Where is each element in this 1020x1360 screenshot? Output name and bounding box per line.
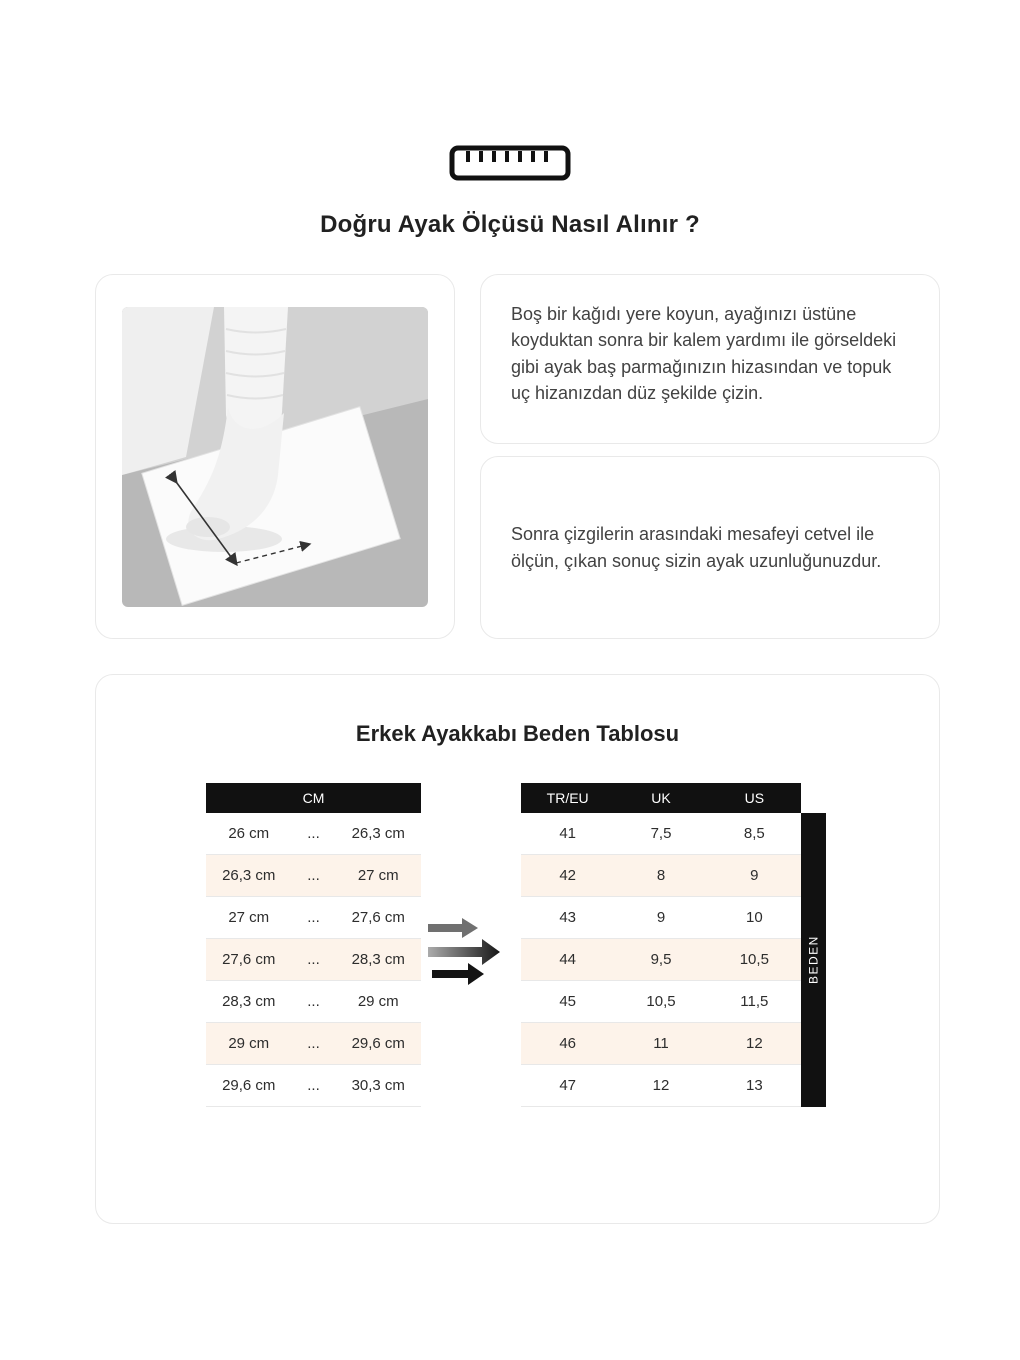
cm-from: 28,3 cm [222, 993, 276, 1010]
cm-table [206, 783, 421, 1107]
foot-measurement-photo [122, 307, 428, 607]
table-row [206, 939, 421, 981]
range-separator: ... [307, 909, 320, 926]
table-row [206, 855, 421, 897]
cm-from: 26,3 cm [222, 867, 276, 884]
range-separator: ... [307, 867, 320, 884]
instruction-card-2 [480, 456, 940, 639]
range-separator: ... [307, 951, 320, 968]
table-row [521, 897, 801, 939]
range-separator: ... [307, 825, 320, 842]
range-separator: ... [307, 1035, 320, 1052]
table-row [521, 939, 801, 981]
table-row [521, 981, 801, 1023]
size-chart-title: Erkek Ayakkabı Beden Tablosu [355, 721, 680, 746]
instruction-step-1-text: Boş bir kağıdı yere koyun, ayağınızı üstüne koyduktan sonra bir kalem yardımı ile görseldeki gibi ayak baş parmağınızın hizasından ve topuk uç hizanızdan düz şekilde çizin. [511, 304, 897, 403]
table-row [521, 855, 801, 897]
cm-from: 29 cm [228, 1035, 270, 1052]
cm-to: 28,3 cm [351, 951, 405, 968]
size-us: 12 [745, 1035, 763, 1052]
size-us: 8,5 [743, 825, 765, 842]
size-eu: 42 [559, 867, 576, 884]
cm-from: 27,6 cm [222, 951, 276, 968]
cm-to: 27,6 cm [351, 909, 405, 926]
size-eu: 47 [559, 1077, 576, 1094]
beden-side-label: BEDEN [801, 813, 826, 1107]
size-us: 11,5 [740, 993, 769, 1010]
range-separator: ... [307, 993, 320, 1010]
cm-to: 30,3 cm [351, 1077, 405, 1094]
size-uk: 7,5 [650, 825, 672, 842]
cm-to: 29,6 cm [351, 1035, 405, 1052]
size-eu: 46 [559, 1035, 576, 1052]
table-row [206, 1065, 421, 1107]
size-us: 13 [745, 1077, 763, 1094]
size-uk: 11 [653, 1035, 669, 1052]
size-eu: 41 [559, 825, 576, 842]
instruction-step-2-text: Sonra çizgilerin arasındaki mesafeyi cetvel ile ölçün, çıkan sonuç sizin ayak uzunluğunuzdur. [511, 524, 882, 571]
col-header-uk: UK [651, 790, 671, 806]
size-uk: 9,5 [650, 951, 672, 968]
ruler-icon [0, 0, 1020, 181]
cm-from: 29,6 cm [222, 1077, 276, 1094]
cm-table-header: CM [206, 783, 421, 813]
size-table [521, 783, 801, 1107]
table-row [206, 981, 421, 1023]
size-uk: 12 [652, 1077, 670, 1094]
cm-to: 27 cm [357, 867, 399, 884]
col-header-us: US [744, 790, 765, 806]
size-us: 10,5 [739, 951, 769, 968]
instruction-card-1 [480, 274, 940, 444]
page-header [0, 0, 1020, 239]
size-table-group [521, 783, 826, 1107]
foot-photo-card [95, 274, 455, 639]
size-chart-card [95, 674, 940, 1224]
size-eu: 45 [559, 993, 576, 1010]
page-title: Doğru Ayak Ölçüsü Nasıl Alınır ? [320, 211, 700, 238]
cm-to: 26,3 cm [351, 825, 405, 842]
size-us: 9 [750, 867, 759, 884]
instructions-section [95, 274, 940, 639]
conversion-arrows-icon [421, 916, 521, 988]
instruction-cards [480, 274, 940, 639]
table-row [206, 813, 421, 855]
size-uk: 10,5 [646, 993, 676, 1010]
table-row [206, 1023, 421, 1065]
col-header-treu: TR/EU [546, 790, 589, 806]
size-us: 10 [745, 909, 763, 926]
size-eu: 43 [559, 909, 576, 926]
cm-to: 29 cm [357, 993, 399, 1010]
size-eu: 44 [559, 951, 576, 968]
table-row [521, 813, 801, 855]
table-row [521, 1023, 801, 1065]
size-table-header-row [521, 783, 801, 813]
table-row [206, 897, 421, 939]
cm-from: 26 cm [228, 825, 270, 842]
cm-from: 27 cm [228, 909, 270, 926]
size-chart-tables [206, 783, 939, 1107]
size-uk: 8 [656, 867, 666, 884]
size-uk: 9 [656, 909, 666, 926]
table-row [521, 1065, 801, 1107]
range-separator: ... [307, 1077, 320, 1094]
